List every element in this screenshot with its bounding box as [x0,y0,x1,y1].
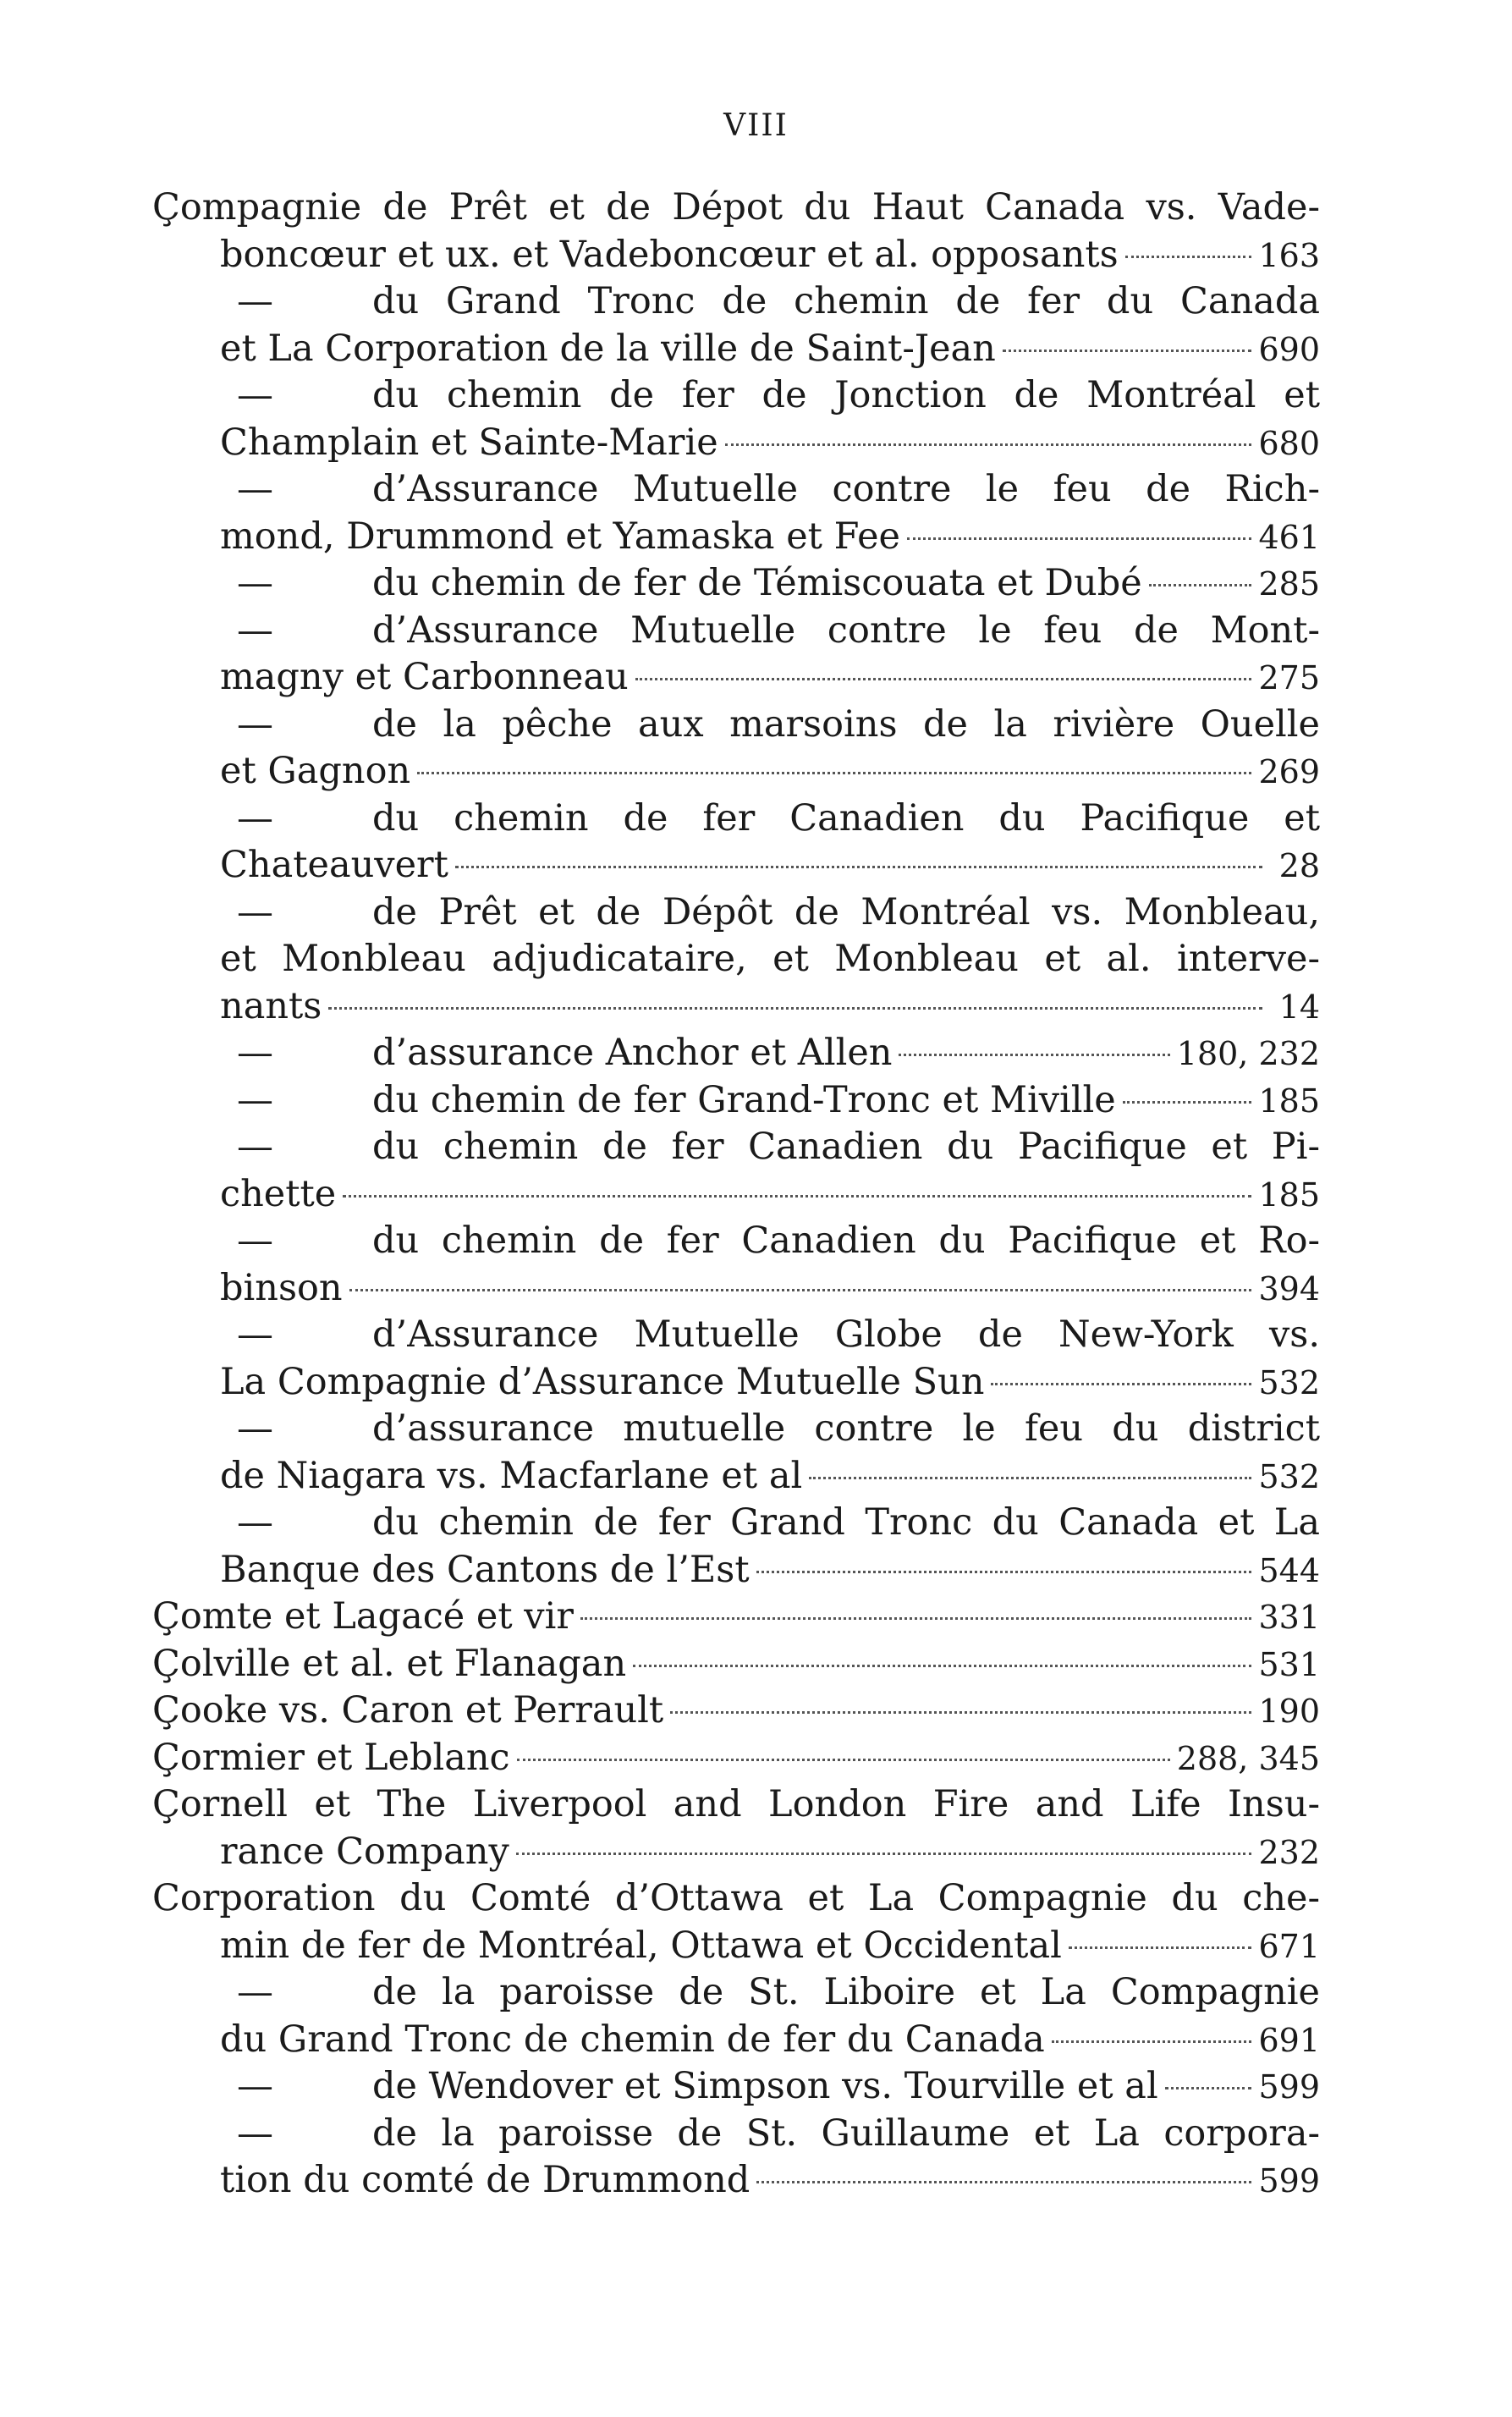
entry-line [152,1687,1320,1735]
index-list [152,184,1320,2205]
entry-text: du chemin de fer Grand Tronc du Canada et La [372,1501,1320,1544]
dot-leader [349,1289,1252,1291]
dot-leader [328,1007,1262,1010]
entry-line [152,1359,1320,1407]
index-subentry [152,560,1320,608]
page-reference: 680 [1258,424,1320,462]
entry-line [152,372,1320,420]
ditto-dash: — [237,1220,273,1262]
ditto-dash: — [237,2111,273,2155]
index-subentry [152,1969,1320,2063]
index-entry [152,1687,1320,1735]
ditto-dash: — [237,1501,273,1544]
entry-text: d’assurance mutuelle contre le feu du district [372,1407,1320,1450]
index-subentry [152,278,1320,372]
index-subentry [152,2111,1320,2205]
entry-line [152,936,1320,983]
entry-text: et Gagnon [220,750,411,792]
entry-text: d’Assurance Mutuelle contre le feu de Rich- [372,468,1320,510]
entry-text: de la paroisse de St. Liboire et La Compagnie [372,1971,1320,2013]
dot-leader [1125,256,1252,258]
page-reference: 599 [1258,2162,1320,2200]
ditto-dash: — [237,1407,273,1450]
entry-text: Çompagnie de Prêt et de Dépot du Haut Canada vs. Vade- [152,186,1320,228]
entry-line [152,232,1320,279]
entry-text: chette [220,1172,337,1215]
entry-text: et La Corporation de la ville de Saint-Jean [220,327,996,370]
dot-leader [633,1665,1251,1667]
entry-text: du Grand Tronc de chemin de fer du Canada [372,280,1320,322]
ditto-dash: — [237,562,273,604]
page-reference: 544 [1258,1551,1320,1589]
entry-line [152,466,1320,514]
index-subentry [152,889,1320,1031]
page-reference: 14 [1278,988,1320,1026]
entry-line [152,326,1320,373]
ditto-dash: — [237,280,273,322]
ditto-dash: — [237,1313,273,1356]
entry-text: Çornell et The Liverpool and London Fire and Life Insu- [152,1783,1320,1825]
entry-text: du chemin de fer Canadien du Pacifique et Ro- [372,1220,1320,1262]
index-subentry [152,608,1320,702]
entry-line [152,2157,1320,2205]
dot-leader [991,1383,1251,1385]
entry-line [152,2017,1320,2064]
page-reference: 28 [1278,847,1320,884]
dot-leader [417,772,1251,774]
dot-leader [1149,584,1252,586]
dot-leader [635,678,1252,680]
dot-leader [1003,350,1252,352]
ditto-dash: — [237,468,273,510]
index-entry [152,184,1320,278]
entry-line [152,514,1320,561]
entry-text: d’Assurance Mutuelle Globe de New-York vs. [372,1313,1320,1356]
entry-line [152,842,1320,889]
ditto-dash: — [237,2065,273,2107]
entry-text: du chemin de fer Grand-Tronc et Miville [372,1078,1116,1121]
entry-text: magny et Carbonneau [220,656,629,698]
dot-leader [1069,1946,1252,1949]
page-reference: 671 [1258,1927,1320,1965]
entry-text: nants [220,984,322,1027]
index-subentry [152,372,1320,466]
entry-line [152,796,1320,843]
ditto-dash: — [237,702,273,746]
dot-leader [343,1195,1251,1197]
page-reference: 232 [1258,1833,1320,1871]
entry-text: du chemin de fer Canadien du Pacifique et Pi- [372,1126,1320,1168]
index-subentry [152,2063,1320,2111]
index-subentry [152,1218,1320,1312]
index-subentry [152,1500,1320,1594]
entry-line [152,608,1320,655]
page-reference: 532 [1258,1363,1320,1401]
entry-text: boncœur et ux. et Vadeboncœur et al. opposants [220,233,1119,276]
dot-leader [670,1711,1251,1714]
entry-line [152,889,1320,937]
entry-text: Banque des Cantons de l’Est [220,1548,750,1591]
entry-line [152,1641,1320,1688]
entry-line [152,1735,1320,1782]
entry-line [152,1594,1320,1641]
entry-line [152,1406,1320,1453]
page-reference: 163 [1258,236,1320,274]
entry-text: du chemin de fer de Témiscouata et Dubé [372,562,1142,604]
page-reference: 394 [1258,1269,1320,1308]
entry-text: du chemin de fer de Jonction de Montréal et [372,374,1320,416]
dot-leader [756,1571,1252,1573]
page-reference: 285 [1258,565,1320,603]
entry-text: de Niagara vs. Macfarlane et al [220,1454,803,1497]
entry-line [152,702,1320,749]
index-entry [152,1875,1320,1969]
entry-line [152,1312,1320,1359]
entry-text: de la paroisse de St. Guillaume et La corpora- [372,2111,1320,2155]
index-entry [152,1594,1320,1641]
dot-leader [1123,1101,1252,1104]
entry-line [152,983,1320,1031]
entry-text: et Monbleau adjudicataire, et Monbleau et al. interve- [220,938,1320,980]
entry-line [152,184,1320,232]
index-subentry [152,1077,1320,1125]
entry-line [152,1453,1320,1500]
entry-line [152,1500,1320,1547]
dot-leader [580,1617,1252,1620]
page-reference: 275 [1258,659,1320,696]
page-reference: 532 [1258,1457,1320,1495]
entry-line [152,1875,1320,1923]
page-number: VIII [723,108,789,143]
page-reference: 190 [1258,1693,1320,1730]
index-subentry [152,1124,1320,1218]
entry-line [152,420,1320,467]
entry-text: min de fer de Montréal, Ottawa et Occidental [220,1924,1062,1967]
entry-text: Chateauvert [220,844,448,886]
entry-line [152,1124,1320,1171]
entry-line [152,1923,1320,1970]
page-reference: 185 [1258,1082,1320,1120]
entry-line [152,1547,1320,1594]
entry-line [152,2063,1320,2111]
entry-line [152,1218,1320,1265]
entry-line [152,1969,1320,2017]
ditto-dash: — [237,1032,273,1074]
entry-text: du Grand Tronc de chemin de fer du Canada [220,2018,1045,2061]
dot-leader [899,1054,1169,1056]
entry-text: Çooke vs. Caron et Perrault [152,1689,664,1732]
dot-leader [455,866,1262,868]
dot-leader [1052,2040,1252,2043]
entry-text: d’Assurance Mutuelle contre le feu de Mont- [372,608,1320,652]
index-subentry [152,796,1320,889]
page-reference: 269 [1258,753,1320,790]
page-reference: 691 [1258,2021,1320,2059]
index-subentry [152,1312,1320,1406]
page-reference: 690 [1258,330,1320,368]
entry-line [152,560,1320,608]
page-reference: 599 [1258,2068,1320,2106]
index-subentry [152,466,1320,560]
entry-line [152,1265,1320,1313]
dot-leader [1165,2087,1252,2089]
entry-line [152,1829,1320,1876]
entry-text: de Prêt et de Dépôt de Montréal vs. Monbleau, [372,890,1320,933]
dot-leader [907,537,1252,540]
entry-line [152,2111,1320,2158]
entry-text: du chemin de fer Canadien du Pacifique et [372,796,1320,840]
entry-text: La Compagnie d’Assurance Mutuelle Sun [220,1360,985,1403]
index-subentry [152,1030,1320,1077]
entry-text: Çomte et Lagacé et vir [152,1595,574,1638]
dot-leader [725,443,1252,446]
entry-text: Corporation du Comté d’Ottawa et La Compagnie du che- [152,1877,1320,1919]
ditto-dash: — [237,374,273,416]
ditto-dash: — [237,890,273,933]
page-reference: 331 [1258,1599,1320,1636]
entry-line [152,748,1320,796]
dot-leader [809,1477,1251,1479]
entry-text: mond, Drummond et Yamaska et Fee [220,515,900,558]
dot-leader [517,1759,1170,1761]
index-subentry [152,702,1320,796]
page-reference: 288, 345 [1176,1739,1320,1777]
ditto-dash: — [237,608,273,652]
page-reference: 531 [1258,1645,1320,1683]
entry-text: Champlain et Sainte-Marie [220,421,718,464]
entry-line [152,1030,1320,1077]
page-reference: 461 [1258,518,1320,556]
entry-text: de la pêche aux marsoins de la rivière Ouelle [372,702,1320,746]
index-entry [152,1735,1320,1782]
ditto-dash: — [237,796,273,840]
entry-line [152,1077,1320,1125]
entry-line [152,654,1320,702]
index-subentry [152,1406,1320,1500]
index-entry [152,1641,1320,1688]
entry-text: rance Company [220,1830,509,1873]
entry-text: tion du comté de Drummond [220,2159,751,2201]
ditto-dash: — [237,1078,273,1121]
entry-line [152,278,1320,326]
ditto-dash: — [237,1126,273,1168]
entry-line [152,1781,1320,1829]
entry-text: binson [220,1266,343,1309]
entry-text: Çolville et al. et Flanagan [152,1642,627,1685]
index-entry [152,1781,1320,1875]
dot-leader [756,2181,1251,2183]
dot-leader [516,1853,1252,1855]
page-reference: 185 [1258,1175,1320,1214]
entry-line [152,1171,1320,1219]
page-reference: 180, 232 [1176,1035,1320,1072]
ditto-dash: — [237,1971,273,2013]
entry-text: Çormier et Leblanc [152,1736,510,1779]
entry-text: de Wendover et Simpson vs. Tourville et al [372,2065,1158,2107]
entry-text: d’assurance Anchor et Allen [372,1032,893,1074]
